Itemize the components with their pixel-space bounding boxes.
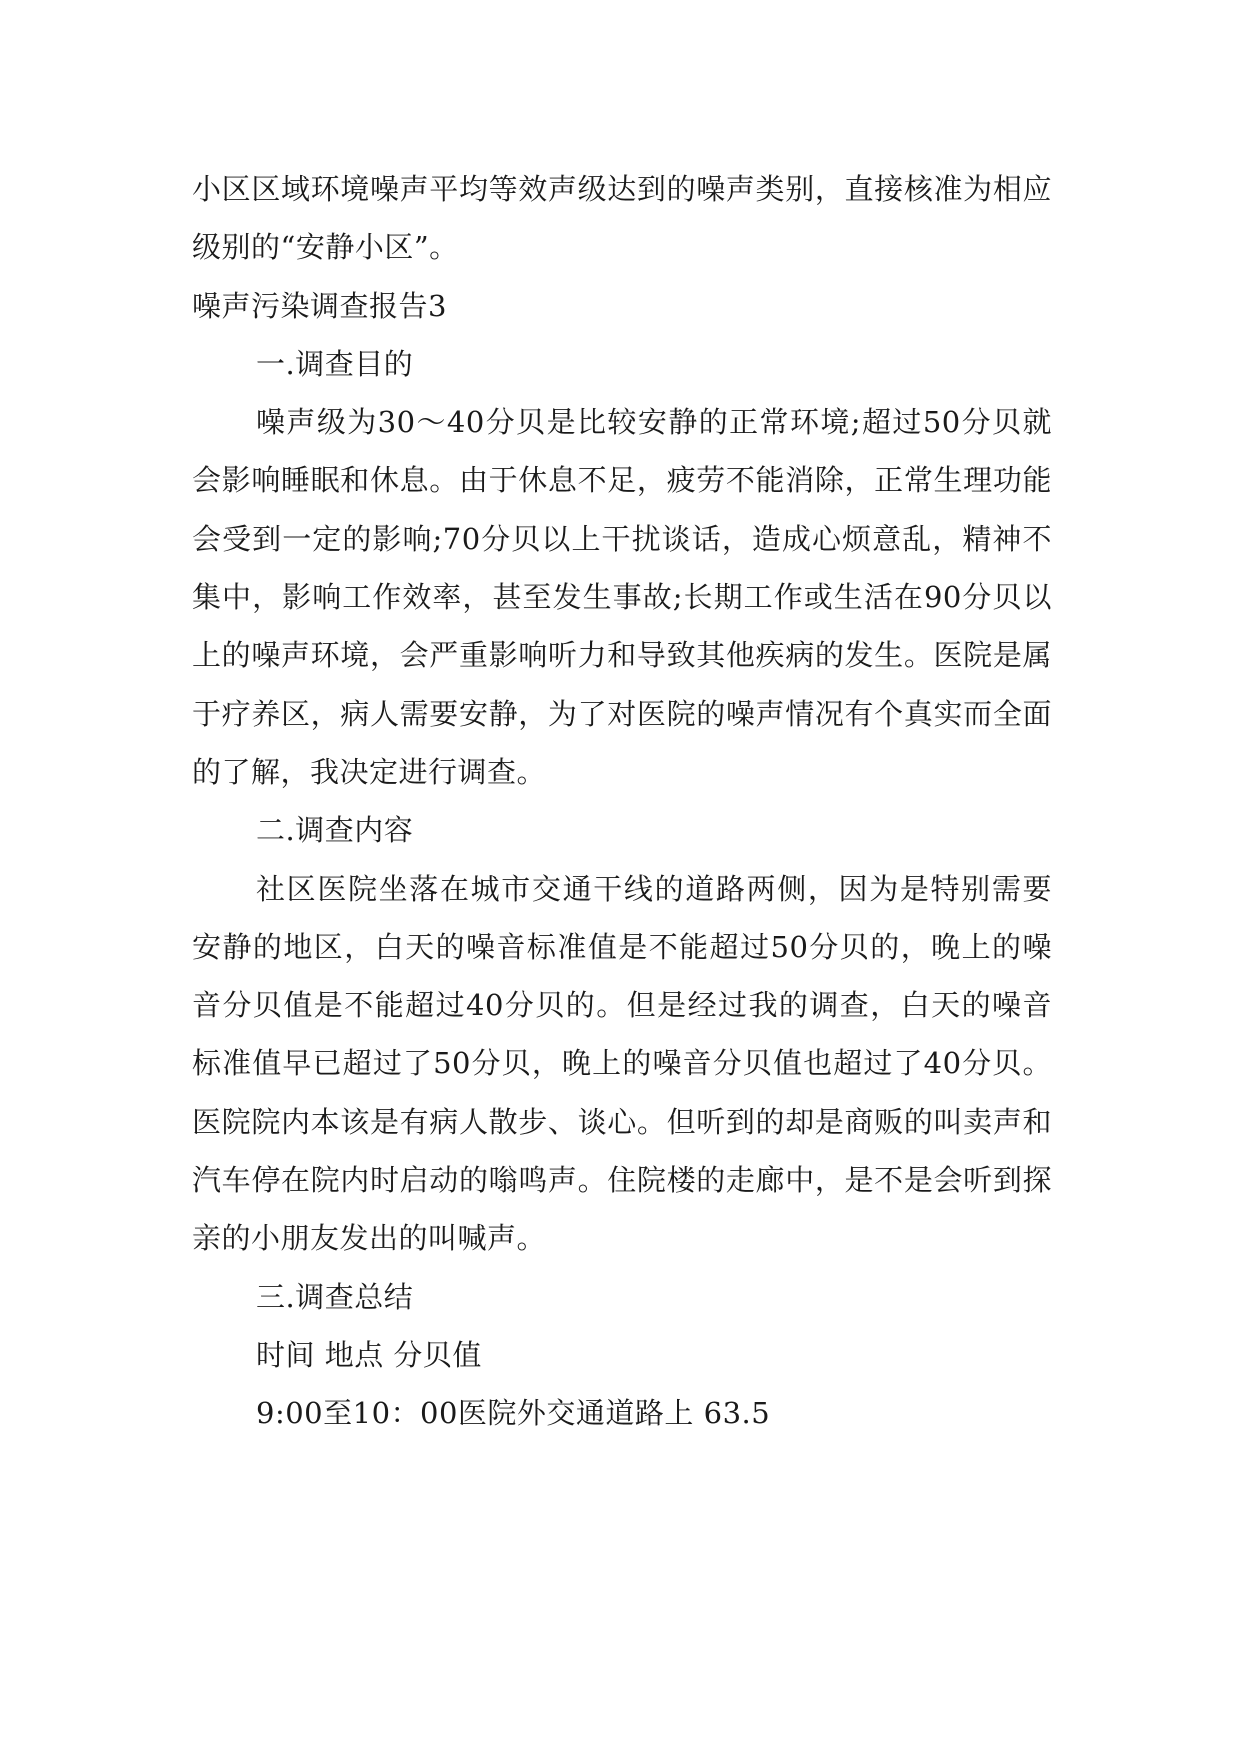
report-title: 噪声污染调查报告3 xyxy=(192,288,447,323)
section-heading-content: 二.调查内容 xyxy=(256,813,414,848)
paragraph-quiet-community: 小区区域环境噪声平均等效声级达到的噪声类别，直接核准为相应级别的“安静小区”。 xyxy=(192,172,1052,265)
summary-table-row: 9:00至10：00医院外交通道路上 63.5 xyxy=(256,1396,771,1431)
section-heading-purpose: 一.调查目的 xyxy=(256,346,414,381)
paragraph-content: 社区医院坐落在城市交通干线的道路两侧，因为是特别需要安静的地区，白天的噪音标准值是不能超过50分贝的，晚上的噪音分贝值是不能超过40分贝的。但是经过我的调查，白天的噪音标准值早已超过了50分贝，晚上的噪音分贝值也超过了40分贝。医院院内本该是有病人散步、谈心。但听到的却是商贩的叫卖声和汽车停在院内时启动的嗡鸣声。住院楼的走廊中，是不是会听到探亲的小朋友发出的叫喊声。 xyxy=(192,871,1052,1256)
paragraph-purpose: 噪声级为30～40分贝是比较安静的正常环境;超过50分贝就会影响睡眠和休息。由于休息不足，疲劳不能消除，正常生理功能会受到一定的影响;70分贝以上干扰谈话，造成心烦意乱，精神不集中，影响工作效率，甚至发生事故;长期工作或生活在90分贝以上的噪声环境，会严重影响听力和导致其他疾病的发生。医院是属于疗养区，病人需要安静，为了对医院的噪声情况有个真实而全面的了解，我决定进行调查。 xyxy=(192,405,1052,789)
document-page xyxy=(192,160,1052,1443)
summary-table-header: 时间 地点 分贝值 xyxy=(256,1337,482,1372)
section-heading-summary: 三.调查总结 xyxy=(256,1279,414,1314)
